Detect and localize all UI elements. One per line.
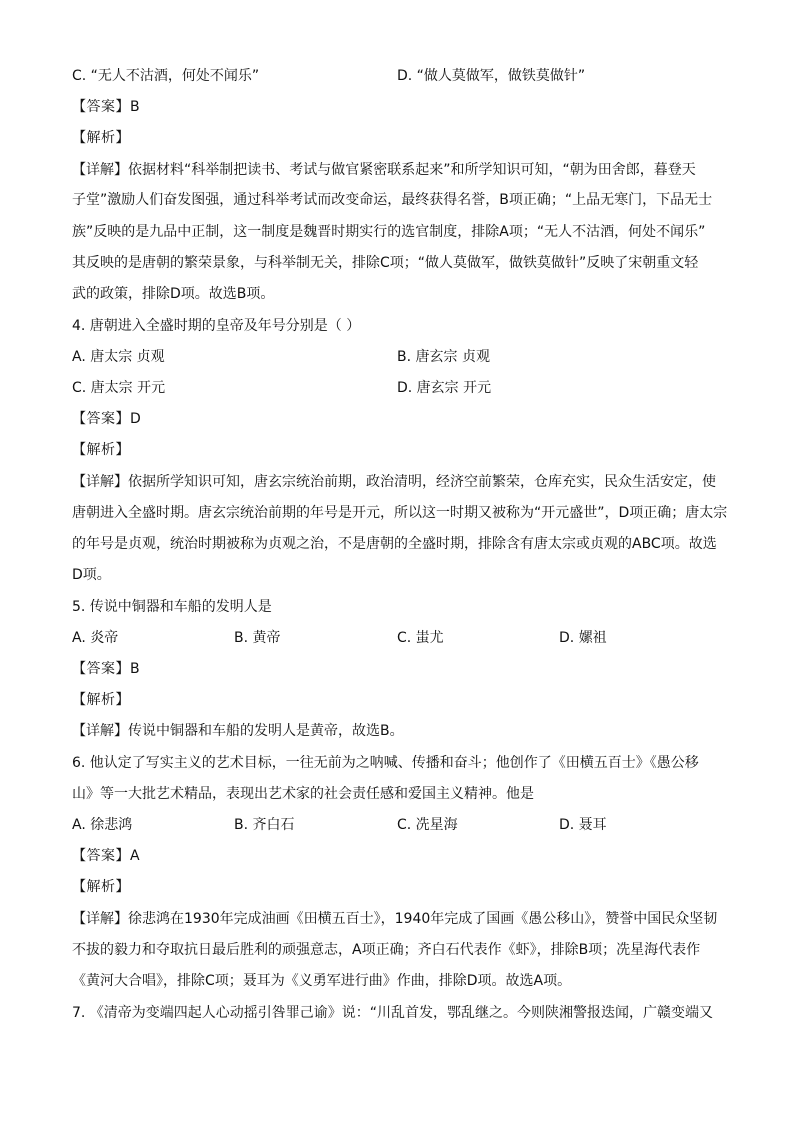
- q5-option-a: A. 炎帝: [72, 630, 119, 646]
- q6-options: [72, 815, 722, 835]
- q3-analysis-label: 【解析】: [72, 130, 130, 146]
- q6-detail-line-3: 《黄河大合唱》，排除C项；聂耳为《义勇军进行曲》作曲，排除D项。故选A项。: [72, 973, 572, 989]
- q7-stem-line-1: 7. 《清帝为变端四起人心动摇引咎罪己谕》说：“川乱首发，鄂乱继之。今则陕湘警报迭闻，广赣变端又: [72, 1005, 714, 1021]
- q6-analysis-label: 【解析】: [72, 879, 130, 895]
- q4-option-d: D. 唐玄宗 开元: [397, 380, 492, 396]
- q4-detail-line-4: D项。: [72, 567, 111, 583]
- q6-answer: 【答案】A: [72, 848, 141, 864]
- q5-options: [72, 628, 722, 648]
- q6-option-b: B. 齐白石: [234, 817, 295, 833]
- q4-analysis-label: 【解析】: [72, 442, 130, 458]
- q3-options-cd: [72, 66, 722, 86]
- q4-answer: 【答案】D: [72, 411, 142, 427]
- q4-detail-line-1: 【详解】依据所学知识可知，唐玄宗统治前期，政治清明，经济空前繁荣，仓库充实，民众生活安定，使: [72, 474, 716, 490]
- q6-detail-line-2: 不拔的毅力和夺取抗日最后胜利的顽强意志，A项正确；齐白石代表作《虾》，排除B项；冼星海代表作: [72, 942, 701, 958]
- q4-options-ab: [72, 347, 722, 367]
- q5-detail-line-1: 【详解】传说中铜器和车船的发明人是黄帝，故选B。: [72, 723, 404, 739]
- q4-option-c: C. 唐太宗 开元: [72, 380, 166, 396]
- q4-option-a: A. 唐太宗 贞观: [72, 349, 165, 365]
- q5-option-d: D. 嫘祖: [559, 630, 607, 646]
- q4-option-b: B. 唐玄宗 贞观: [397, 349, 490, 365]
- q4-stem: 4. 唐朝进入全盛时期的皇帝及年号分别是（ ）: [72, 318, 361, 334]
- q3-option-c: C. “无人不沽酒，何处不闻乐”: [72, 68, 260, 84]
- q5-analysis-label: 【解析】: [72, 692, 130, 708]
- q3-detail-line-3: 族”反映的是九品中正制，这一制度是魏晋时期实行的选官制度，排除A项；“无人不沽酒，何处不闻乐”: [72, 224, 706, 240]
- q6-option-a: A. 徐悲鸿: [72, 817, 133, 833]
- q5-stem: 5. 传说中铜器和车船的发明人是: [72, 599, 272, 615]
- q5-answer: 【答案】B: [72, 661, 141, 677]
- q6-option-c: C. 冼星海: [397, 817, 458, 833]
- q4-detail-line-2: 唐朝进入全盛时期。唐玄宗统治前期的年号是开元，所以这一时期又被称为“开元盛世”，D项正确；唐太宗: [72, 505, 728, 521]
- q3-option-d: D. “做人莫做军，做铁莫做针”: [397, 68, 586, 84]
- q3-detail-line-1: 【详解】依据材料“科举制把读书、考试与做官紧密联系起来”和所学知识可知，“朝为田舍郎，暮登天: [72, 162, 696, 178]
- q3-detail-line-5: 武的政策，排除D项。故选B项。: [72, 286, 275, 302]
- q5-option-c: C. 蚩尤: [397, 630, 444, 646]
- q3-answer: 【答案】B: [72, 99, 141, 115]
- q6-stem-line-1: 6. 他认定了写实主义的艺术目标，一往无前为之呐喊、传播和奋斗；他创作了《田横五百士》《愚公移: [72, 755, 699, 771]
- q3-detail-line-4: 其反映的是唐朝的繁荣景象，与科举制无关，排除C项；“做人莫做军，做铁莫做针”反映了宋朝重文轻: [72, 255, 699, 271]
- q5-option-b: B. 黄帝: [234, 630, 281, 646]
- q4-options-cd: [72, 378, 722, 398]
- q6-option-d: D. 聂耳: [559, 817, 607, 833]
- q6-detail-line-1: 【详解】徐悲鸿在1930年完成油画《田横五百士》，1940年完成了国画《愚公移山》，赞誉中国民众坚韧: [72, 911, 718, 927]
- q6-stem-line-2: 山》等一大批艺术精品，表现出艺术家的社会责任感和爱国主义精神。他是: [72, 786, 534, 802]
- q4-detail-line-3: 的年号是贞观，统治时期被称为贞观之治，不是唐朝的全盛时期，排除含有唐太宗或贞观的ABC项。故选: [72, 536, 717, 552]
- q3-detail-line-2: 子堂”激励人们奋发图强，通过科举考试而改变命运，最终获得名誉，B项正确；“上品无寒门，下品无士: [72, 192, 713, 208]
